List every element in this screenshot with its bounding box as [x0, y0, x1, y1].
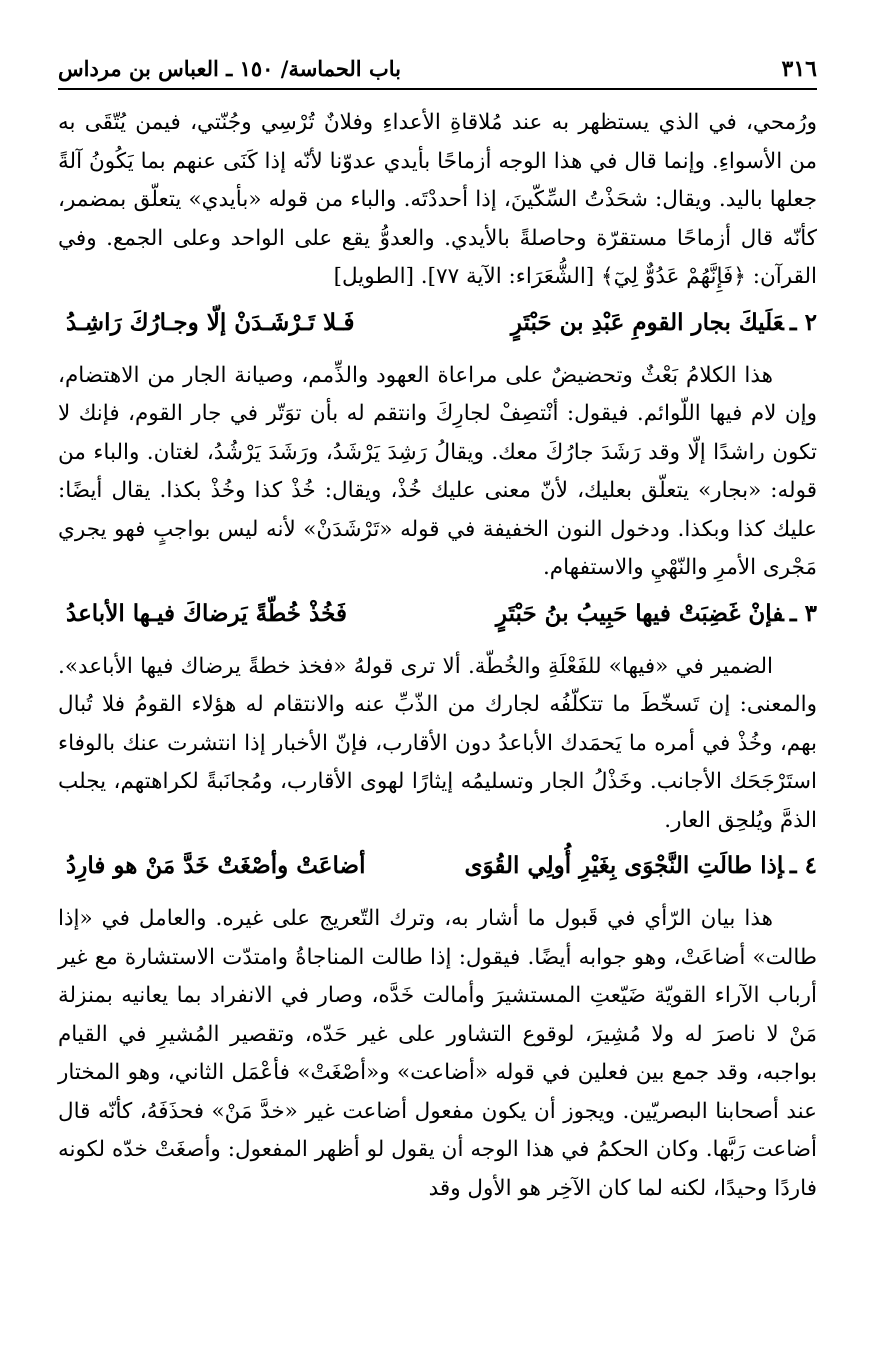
verse-3-first-hemistich — [496, 594, 817, 634]
page-header — [58, 56, 817, 90]
verse-3-number: ٣ ـ — [789, 599, 817, 627]
verse-2 — [58, 303, 817, 343]
verse-2-first-hemistich-text: عَلَيكَ بجار القومِ عَبْدِ بن حَبْتَرٍ — [510, 308, 784, 336]
paragraph-commentary-3: الضمير في «فيها» للفَعْلَةِ والخُطّة. ألا ترى قولهُ «فخذ خطةً يرضاك فيها الأباعد». والمعنى: إن تَسخّطَ ما تتكلّفُه لجارك من الذّبِّ عنه والانتقام له هؤلاء القومُ فلا تُبال بهم، وخُذْ في أمره ما يَحمَدك الأباعدُ دون الأقارب، فإنّ الأخبار إذا انتشرت عنك بالوفاء استَرْجَحَك الأجانب. وخَذْلُ الجار وتسليمُه إيثارًا لهوى الأقارب، ومُجانَبةً لكراهتهم، يجلب الذمَّ ويُلحِق العار. — [58, 653, 817, 833]
running-title: باب الحماسة/ ١٥٠ ـ العباس بن مرداس — [58, 56, 401, 81]
verse-2-second-hemistich: فَـلا تَـرْشَـدَنْ إلّا وجـارُكَ رَاشِـدُ — [66, 308, 355, 336]
verse-2-number: ٢ ـ — [789, 308, 817, 336]
paragraph-commentary-4: هذا بيان الرّأي في قَبول ما أشار به، وترك التّعريج على غيره. والعامل في «إذا طالت» أضاعَتْ، وهو جوابه أيضًا. فيقول: إذا طالت المناجاةُ وامتدّت الاستشارة مع غير أرباب الآراء القويّة ضَيّعتِ المستشيرَ وأمالت خَدَّه، وصار في الانفراد بما يعانيه بمنزلة مَنْ لا ناصرَ له ولا مُشِيرَ، لوقوع التشاور على غير حَدّه، وتقصير المُشيرِ في القيام بواجبه، وقد جمع بين فعلين في قوله «أضاعت» و«أصْغَتْ» فأعْمَل الثاني، وهو المختار عند أصحابنا البصريّين. ويجوز أن يكون مفعول أضاعت غير «خدَّ مَنْ» فحذَفَهُ، كأنّه قال أضاعت رَبَّها. وكان الحكمُ في هذا الوجه أن يقول لو أظهر المفعول: وأصغَتْ خدّه لكونه فاردًا وحيدًا، لكنه لما كان الآخِر هو الأول وقد — [58, 906, 817, 1201]
page-number: ٣١٦ — [781, 56, 817, 82]
verse-4-second-hemistich: أضاعَتْ وأصْغَتْ خَدَّ مَنْ هو فارِدُ — [66, 852, 366, 879]
paragraph-commentary-2: هذا الكلامُ بَعْثٌ وتحضيضٌ على مراعاة العهود والذِّمم، وصيانة الجار من الاهتضام، وإن لام فيها اللّوائم. فيقول: أنْتصِفْ لجارِكَ وانتقم له بأن توَتّر في جار القوم، فإنك لا تكون راشدًا إلّا وقد رَشَدَ جارُكَ معك. ويقالُ رَشِدَ يَرْشَدُ، ورَشَدَ يَرْشُدُ، لغتان. والباء من قوله: «بجار» يتعلّق بعليك، لأنّ معنى عليك خُذْ، ويقال: خُذْ كذا وخُذْ بكذا. يقال أيضًا: عليك كذا وبكذا. ودخول النون الخفيفة في قوله «تَرْشَدَنْ» لأنه ليس بواجبٍ فهو يجري مَجْرى الأمرِ والنّهْيِ والاستفهام. — [58, 362, 817, 580]
verse-3-second-hemistich: فَخُذْ خُطّةً يَرضاكَ فيـها الأباعدُ — [66, 599, 347, 627]
verse-4-first-hemistich-text: إذا طالَتِ النَّجْوَى بِغَيْرِ أُولِي القُوَى — [464, 852, 784, 879]
paragraph-commentary-1: ورُمحي، في الذي يستظهر به عند مُلاقاةِ الأعداءِ وفلانٌ تُرْسِي وجُنّتي، فيمن يُتّقَى به من الأسواءِ. وإنما قال في هذا الوجه أزماحًا بأيدي عدوّنا لأنّه إذا كَنَى عنهم بما يَكُونُ آلةً جعلها باليد. ويقال: شحَذْتُ السِّكّينَ، إذا أحددْتَه. والباء من قوله «بأيدي» يتعلّق بمضمر، كأنّه قال أزماحًا مستقرّة وحاصلةً بالأيدي. والعدوُّ يقع على الواحد وعلى الجمع. وفي القرآن: ﴿فَإِنَّهُمْ عَدُوٌّ لِيٓ﴾ [الشُّعَرَاء: الآية ٧٧]. [الطويل] — [58, 110, 817, 289]
verse-4-first-hemistich — [465, 846, 817, 886]
verse-3 — [58, 594, 817, 634]
verse-4 — [58, 846, 817, 886]
verse-2-first-hemistich — [511, 303, 817, 343]
verse-3-first-hemistich-text: فإنْ غَضِبَتْ فيها حَبِيبُ بنُ حَبْتَرٍ — [495, 599, 784, 627]
verse-4-number: ٤ ـ — [789, 852, 817, 879]
